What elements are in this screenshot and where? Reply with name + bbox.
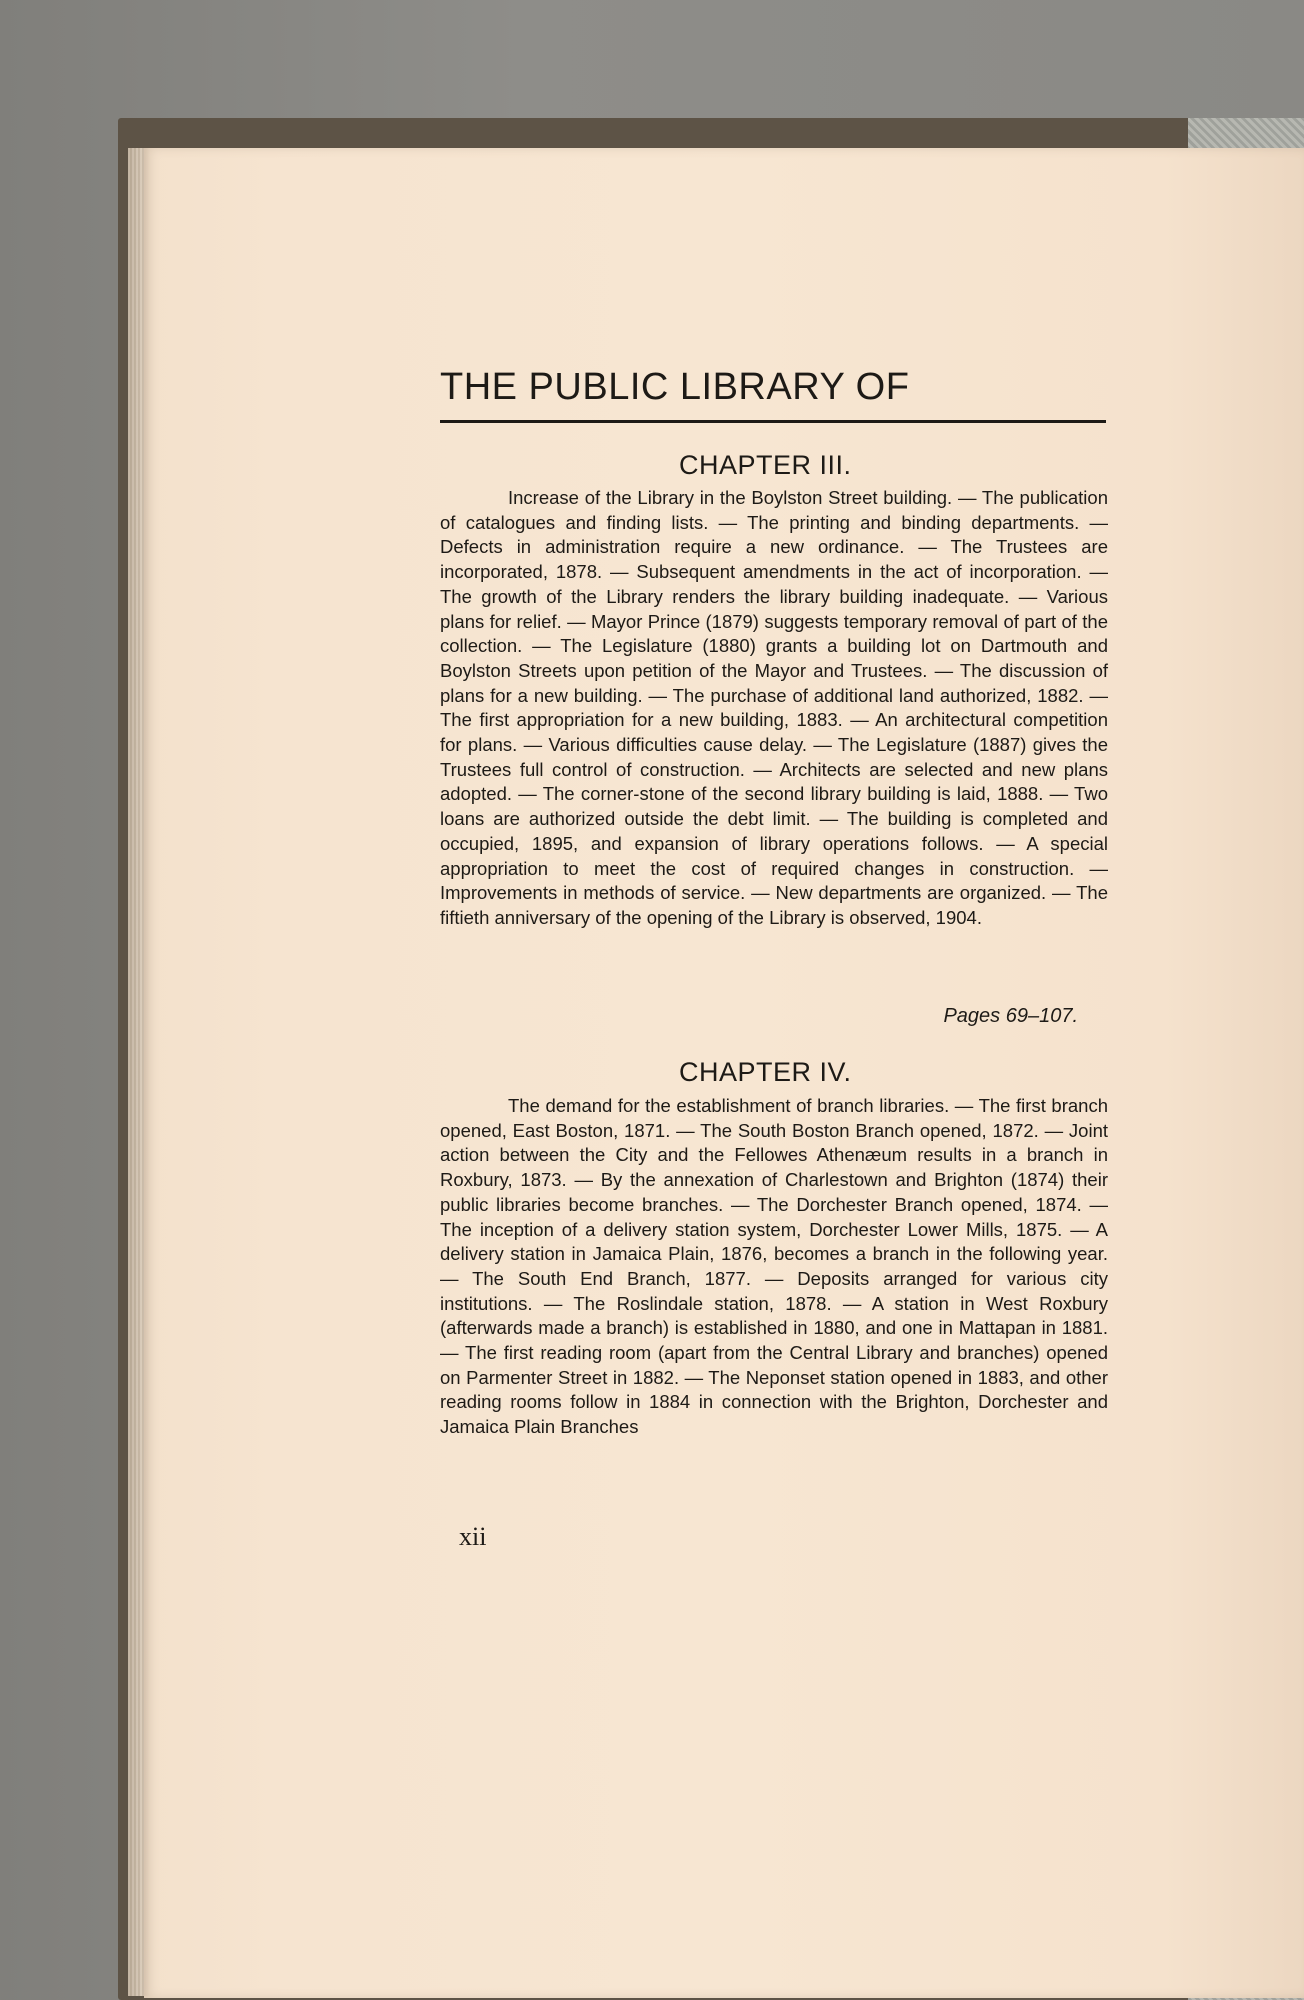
- chapter-3-summary: Increase of the Library in the Boylston Street building. — The publication of catalogues and finding lists. — The printing and binding departments. — Defects in administration require a new ordinance. — The Trustees are incorporated, 1878. — Subsequent amendments in the act of incorporation. — The growth of the Library renders the library building inadequate. — Various plans for relief. — Mayor Prince (1879) suggests temporary removal of part of the collection. — The Legislature (1880) grants a building lot on Dartmouth and Boylston Streets upon petition of the Mayor and Trustees. — The discussion of plans for a new building. — The purchase of additional land authorized, 1882. — The first appropriation for a new building, 1883. — An architectural competition for plans. — Various difficulties cause delay. — The Legislature (1887) gives the Trustees full control of construction. — Architects are selected and new plans adopted. — The corner-stone of the second library building is laid, 1888. — Two loans are authorized outside the debt limit. — The building is completed and occupied, 1895, and expansion of library operations follows. — A special appropriation to meet the cost of required changes in construction. — Improvements in methods of service. — New departments are organized. — The fiftieth anniversary of the opening of the Library is observed, 1904.: [440, 487, 1108, 928]
- chapter-3-pages: Pages 69–107.: [943, 1005, 1078, 1027]
- page-number: xii: [459, 1522, 487, 1551]
- header-rule: [440, 420, 1106, 423]
- binding-shadow: [128, 148, 150, 1996]
- chapter-4-summary: The demand for the establishment of branch libraries. — The first branch opened, East Boston, 1871. — The South Boston Branch opened, 1872. — Joint action between the City and the Fellowes Athenæum results in a branch in Roxbury, 1873. — By the annexation of Charlestown and Brighton (1874) their public libraries become branches. — The Dorchester Branch opened, 1874. — The inception of a delivery station system, Dorchester Lower Mills, 1875. — A delivery station in Jamaica Plain, 1876, becomes a branch in the following year. — The South End Branch, 1877. — Deposits arranged for various city institutions. — The Roslindale station, 1878. — A station in West Roxbury (afterwards made a branch) is established in 1880, and one in Mattapan in 1881. — The first reading room (apart from the Central Library and branches) opened on Parmenter Street in 1882. — The Neponset station opened in 1883, and other reading rooms follow in 1884 in connection with the Brighton, Dorchester and Jamaica Plain Branches: [440, 1095, 1108, 1438]
- chapter-3-heading: CHAPTER III.: [679, 450, 852, 480]
- running-head: THE PUBLIC LIBRARY OF: [440, 366, 910, 408]
- chapter-4-heading: CHAPTER IV.: [679, 1057, 852, 1087]
